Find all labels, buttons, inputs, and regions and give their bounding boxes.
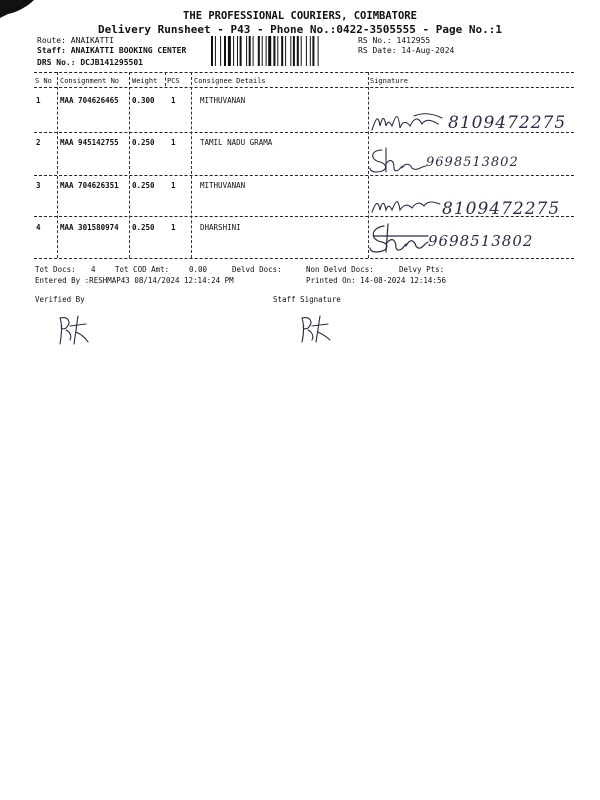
tot-cod-label: Tot COD Amt: <box>115 265 170 274</box>
row-pcs: 1 <box>171 181 176 190</box>
entered-by: Entered By :RESHMAP43 08/14/2024 12:14:24 PM <box>35 276 234 285</box>
delvy-pts-label: Delvy Pts: <box>399 265 445 274</box>
row-consignee: DHARSHINI <box>200 223 241 232</box>
signature-image <box>368 144 568 176</box>
non-delvd-docs-label: Non Delvd Docs: <box>306 265 374 274</box>
svg-text:9698513802: 9698513802 <box>428 232 534 250</box>
row-weight: 0.250 <box>132 181 155 190</box>
row-consignee: MITHUVANAN <box>200 181 246 190</box>
printed-on: Printed On: 14-08-2024 12:14:56 <box>306 276 446 285</box>
signature-image <box>368 222 568 256</box>
drs-number: DRS No.: DCJB141295501 <box>37 58 143 67</box>
col-header-weight: Weight <box>132 77 158 85</box>
col-header-consignment: Consignment No <box>60 77 120 85</box>
staff-signature <box>294 312 334 348</box>
column-divider <box>57 72 58 258</box>
row-consignee: MITHUVANAN <box>200 96 246 105</box>
table-bottom-rule <box>34 258 574 259</box>
col-header-consignee: Consignee Details <box>194 77 266 85</box>
svg-text:9698513802: 9698513802 <box>426 155 519 170</box>
delvd-docs-label: Delvd Docs: <box>232 265 282 274</box>
row-weight: 0.300 <box>132 96 155 105</box>
tot-docs-value: 4 <box>91 265 96 274</box>
row-consignment: MAA 301580974 <box>60 223 119 232</box>
column-divider <box>191 72 192 258</box>
svg-text:8109472275: 8109472275 <box>442 199 561 218</box>
row-consignment: MAA 704626465 <box>60 96 119 105</box>
signature-image <box>368 186 568 218</box>
rs-date: RS Date: 14-Aug-2024 <box>358 46 455 55</box>
company-title: THE PROFESSIONAL COURIERS, COIMBATORE <box>183 10 417 22</box>
row-sno: 1 <box>36 96 41 105</box>
column-divider <box>165 72 166 86</box>
row-sno: 3 <box>36 181 41 190</box>
runsheet-title: Delivery Runsheet - P43 - Phone No.:0422-3505555 - Page No.:1 <box>98 23 502 36</box>
barcode-icon <box>211 36 353 66</box>
row-pcs: 1 <box>171 223 176 232</box>
tot-docs-label: Tot Docs: <box>35 265 76 274</box>
table-header-rule <box>34 87 574 88</box>
verified-by-signature <box>52 312 92 348</box>
signature-image <box>368 100 568 136</box>
svg-text:8109472275: 8109472275 <box>448 113 567 133</box>
row-pcs: 1 <box>171 138 176 147</box>
row-sno: 2 <box>36 138 41 147</box>
row-consignee: TAMIL NADU GRAMA <box>200 138 273 147</box>
rs-number: RS No.: 1412955 <box>358 36 431 45</box>
row-sno: 4 <box>36 223 41 232</box>
route-label: Route: ANAIKATTI <box>37 36 115 45</box>
table-top-rule <box>34 72 574 73</box>
column-divider <box>129 72 130 258</box>
col-header-signature: Signature <box>370 77 408 85</box>
staff-label: Staff: ANAIKATTI BOOKING CENTER <box>37 46 187 55</box>
col-header-pcs: PCS <box>167 77 180 85</box>
row-weight: 0.250 <box>132 138 155 147</box>
row-pcs: 1 <box>171 96 176 105</box>
row-weight: 0.250 <box>132 223 155 232</box>
staff-signature-label: Staff Signature <box>273 295 341 304</box>
row-consignment: MAA 704626351 <box>60 181 119 190</box>
row-consignment: MAA 945142755 <box>60 138 119 147</box>
tot-cod-value: 0.00 <box>189 265 208 274</box>
verified-by-label: Verified By <box>35 295 85 304</box>
col-header-sno: S No <box>35 77 52 85</box>
